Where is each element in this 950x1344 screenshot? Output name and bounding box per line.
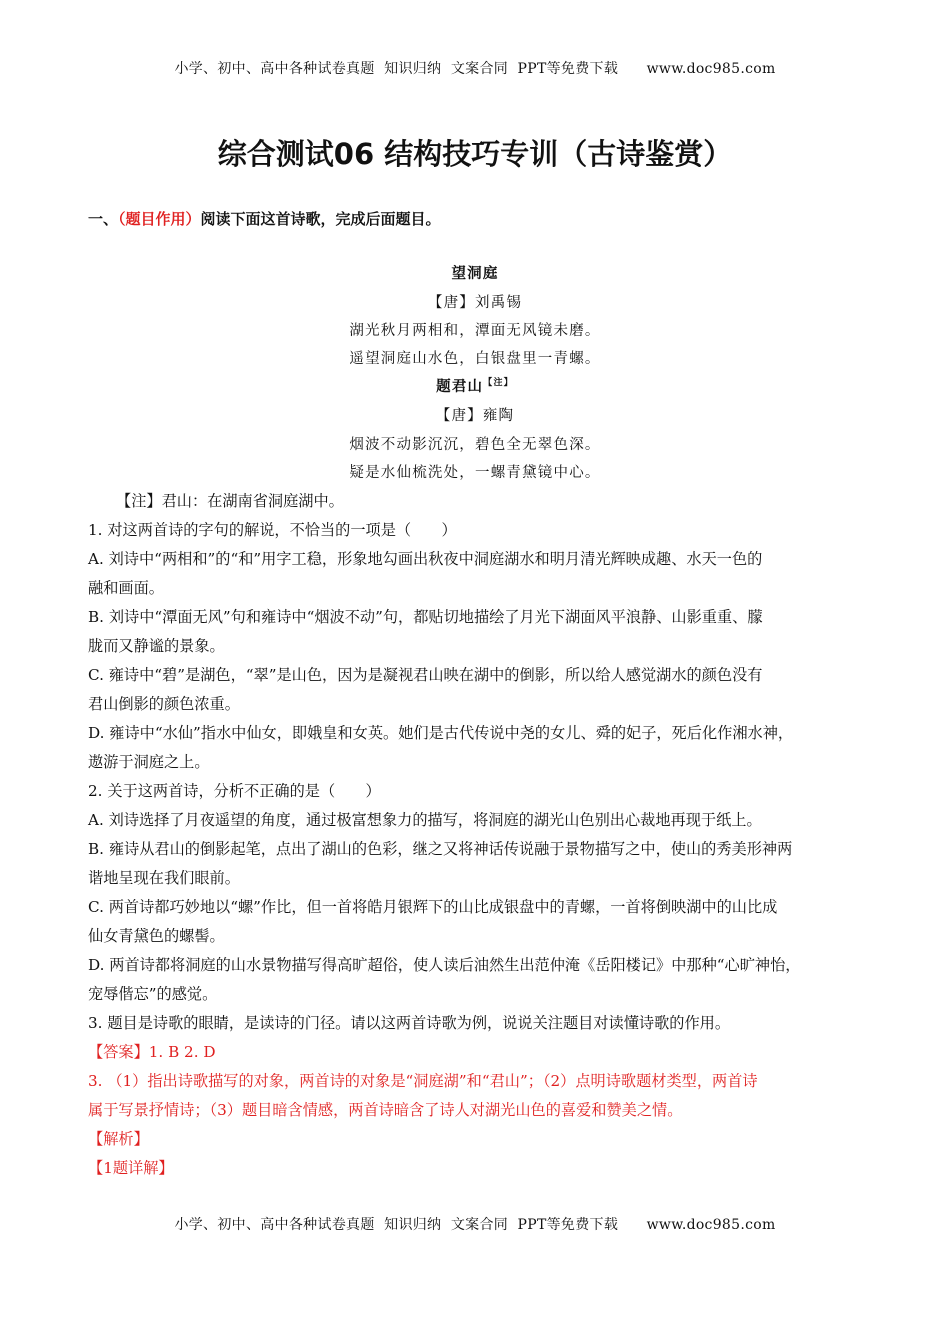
q1-option-c-line2: 君山倒影的颜色浓重。 [88,695,240,713]
question-1-stem: 1. 对这两首诗的字句的解说，不恰当的一项是（ ） [88,521,457,539]
q2-option-b-line2: 谐地呈现在我们眼前。 [88,869,240,887]
q2-option-c-line2: 仙女青黛色的螺髻。 [88,927,225,945]
poem2-author: 【唐】雍陶 [435,408,515,424]
poem1-line-1: 湖光秋月两相和，潭面无风镜未磨。 [349,323,601,339]
answer-q3-line2: 属于写景抒情诗；（3）题目暗含情感，两首诗暗含了诗人对湖光山色的喜爱和赞美之情。 [88,1101,683,1119]
q1-option-b-line1: B. 刘诗中“潭面无风”句和雍诗中“烟波不动”句，都贴切地描绘了月光下湖面风平浪静、山影重重、朦 [88,608,763,626]
poem1-line-2: 遥望洞庭山水色，白银盘里一青螺。 [349,351,601,367]
poem2-line-1: 烟波不动影沉沉，碧色全无翠色深。 [349,437,601,453]
q1-option-a-line2: 融和画面。 [88,579,164,597]
poem2-note-mark: 【注】 [483,378,514,389]
poem2-title: 题君山 [436,379,484,395]
section-tag: （题目作用） [118,210,201,228]
answer-label: 【答案】 [88,1043,149,1061]
q2-option-c-line1: C. 两首诗都巧妙地以“螺”作比，但一首将皓月银辉下的山比成银盘中的青螺，一首将倒映湖中的山比成 [88,898,778,916]
q1-option-a-line1: A. 刘诗中“两相和”的“和”用字工稳，形象地勾画出秋夜中洞庭湖水和明月清光辉映成趣、水天一色的 [88,550,763,568]
poem1-author: 【唐】刘禹锡 [427,295,523,311]
q2-option-d-line1: D. 两首诗都将洞庭的山水景物描写得高旷超俗，使人读后油然生出范仲淹《岳阳楼记》中那种“心旷神怡， [88,956,801,974]
q1-option-c-line1: C. 雍诗中“碧”是湖色，“翠”是山色，因为是凝视君山映在湖中的倒影，所以给人感觉湖水的颜色没有 [88,666,763,684]
page-title: 综合测试06 结构技巧专训（古诗鉴赏） [217,137,733,171]
section-number: 一、 [88,210,119,228]
q2-option-a-line1: A. 刘诗选择了月夜遥望的角度，通过极富想象力的描写，将洞庭的湖光山色别出心裁地再现于纸上。 [88,811,762,829]
section-instruction: 阅读下面这首诗歌，完成后面题目。 [200,210,441,228]
answer-q3-line1: 3. （1）指出诗歌描写的对象，两首诗的对象是“洞庭湖”和“君山”；（2）点明诗歌题材类型，两首诗 [88,1072,758,1090]
q1-option-d-line1: D. 雍诗中“水仙”指水中仙女，即娥皇和女英。她们是古代传说中尧的女儿、舜的妃子，死后化作湘水神， [88,724,794,742]
footnote: 【注】君山：在湖南省洞庭湖中。 [116,492,344,510]
question-3-stem: 3. 题目是诗歌的眼睛，是读诗的门径。请以这两首诗歌为例，说说关注题目对读懂诗歌的作用。 [88,1014,731,1032]
question-2-stem: 2. 关于这两首诗，分析不正确的是（ ） [88,782,381,800]
q2-option-b-line1: B. 雍诗从君山的倒影起笔，点出了湖山的色彩，继之又将神话传说融于景物描写之中，使山的秀美形神两 [88,840,793,858]
answer-choices: 1. B 2. D [148,1043,216,1061]
poem2-line-2: 疑是水仙梳洗处，一螺青黛镜中心。 [349,465,601,481]
section-heading [88,208,441,229]
q2-option-d-line2: 宠辱偕忘”的感觉。 [88,985,218,1003]
page-footer: 小学、初中、高中各种试卷真题 知识归纳 文案合同 PPT等免费下载 www.doc985.com [174,1217,776,1233]
page-header: 小学、初中、高中各种试卷真题 知识归纳 文案合同 PPT等免费下载 www.doc985.com [174,61,776,77]
q1-option-b-line2: 胧而又静谧的景象。 [88,637,225,655]
poem2-title-wrap [0,375,950,396]
q1-option-d-line2: 遨游于洞庭之上。 [88,753,210,771]
analysis-label: 【解析】 [88,1130,149,1148]
poem1-title: 望洞庭 [451,266,499,282]
detail-label: 【1题详解】 [88,1159,174,1177]
answer-line [88,1041,864,1062]
